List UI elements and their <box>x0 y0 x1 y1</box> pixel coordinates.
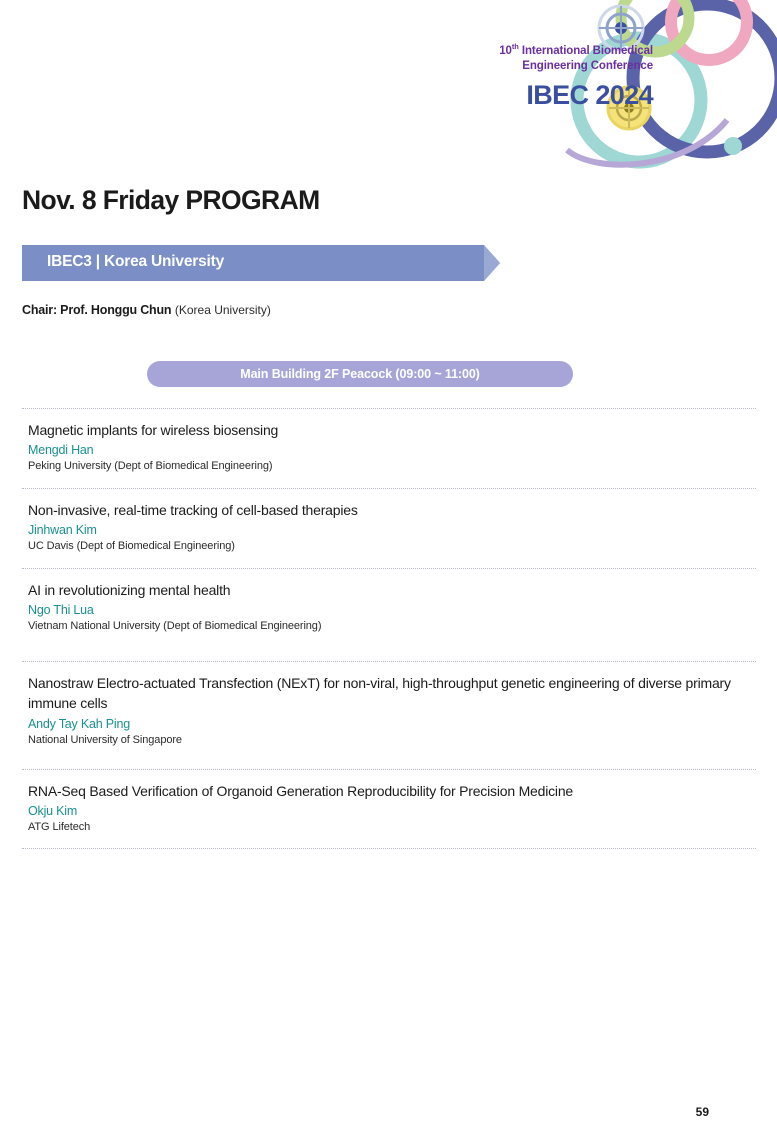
conference-subtitle-line2: Engineering Conference <box>522 60 653 73</box>
talk-title: Magnetic implants for wireless biosensing <box>28 422 279 438</box>
talk-list <box>22 408 756 849</box>
list-item <box>22 488 756 568</box>
talk-speaker: Mengdi Han <box>28 443 94 458</box>
page-number: 59 <box>695 1105 709 1119</box>
talk-speaker: Okju Kim <box>28 804 78 819</box>
session-banner <box>22 245 500 281</box>
talk-speaker: Andy Tay Kah Ping <box>28 716 130 731</box>
chair-affiliation: (Korea University) <box>174 303 271 317</box>
conference-subtitle-line1: 10th International Biomedical <box>499 42 653 57</box>
session-chair <box>22 303 271 317</box>
room-time-label: Main Building 2F Peacock (09:00 ~ 11:00) <box>240 367 480 381</box>
talk-speaker: Ngo Thi Lua <box>28 603 94 618</box>
talk-title: AI in revolutionizing mental health <box>28 582 231 598</box>
talk-affiliation: Peking University (Dept of Biomedical Engineering) <box>28 460 273 473</box>
list-item <box>22 661 756 769</box>
talk-title: RNA-Seq Based Verification of Organoid Generation Reproducibility for Precision Medicine <box>28 783 574 799</box>
conference-wordmark <box>443 42 653 111</box>
talk-title: Nanostraw Electro-actuated Transfection (NExT) for non-viral, high-throughput genetic engineering of diverse primary immune cells <box>28 675 731 712</box>
talk-affiliation: National University of Singapore <box>28 733 182 746</box>
list-item <box>22 568 756 661</box>
room-time-pill <box>147 361 573 387</box>
session-banner-label: IBEC3 | Korea University <box>47 253 224 270</box>
conference-title: IBEC 2024 <box>526 79 653 110</box>
talk-affiliation: Vietnam National University (Dept of Biomedical Engineering) <box>28 620 322 633</box>
talk-speaker: Jinhwan Kim <box>28 523 97 538</box>
conference-logo-header <box>447 0 777 175</box>
chair-name: Chair: Prof. Honggu Chun <box>22 303 172 317</box>
page-title: Nov. 8 Friday PROGRAM <box>22 185 320 215</box>
list-item <box>22 769 756 849</box>
list-item <box>22 408 756 488</box>
talk-affiliation: ATG Lifetech <box>28 821 91 834</box>
talk-title: Non-invasive, real-time tracking of cell-based therapies <box>28 502 358 518</box>
talk-affiliation: UC Davis (Dept of Biomedical Engineering) <box>28 540 235 553</box>
